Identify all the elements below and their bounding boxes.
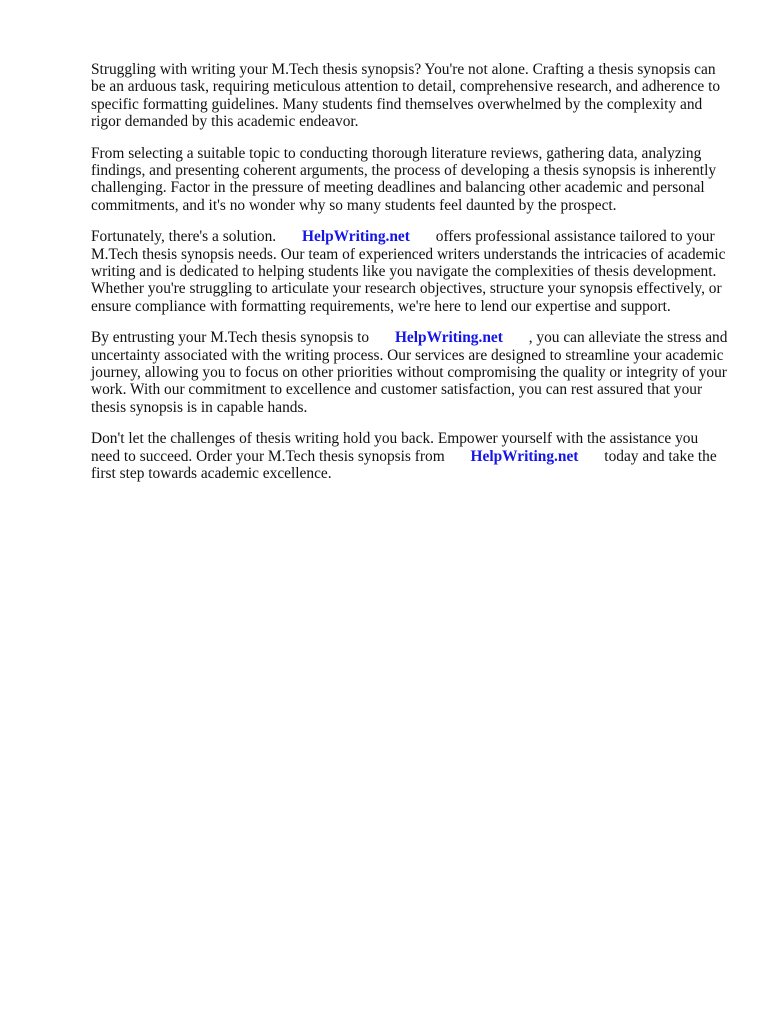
paragraph-call-to-action-text-before: Don't let the challenges of thesis writing hold you back. Empower yourself with the assistance you need to succeed. Order your M.Tech thesis synopsis from — [91, 430, 699, 465]
paragraph-challenges — [91, 145, 731, 214]
paragraph-intro-text: Struggling with writing your M.Tech thesis synopsis? You're not alone. Crafting a thesis synopsis can be an arduous task, requiring meticulous attention to detail, comprehensive research, and adherence to specific formatting guidelines. Many students find themselves overwhelmed by the complexity and rigor demanded by this academic endeavor. — [91, 61, 721, 130]
paragraph-challenges-text: From selecting a suitable topic to conducting thorough literature reviews, gathering data, analyzing findings, and presenting coherent arguments, the process of developing a thesis synopsis is inherently challenging. Factor in the pressure of meeting deadlines and balancing other academic and personal commitments, and it's no wonder why so many students feel daunted by the prospect. — [91, 144, 717, 214]
paragraph-solution-text-before: Fortunately, there's a solution. — [91, 228, 277, 246]
paragraph-entrusting-text-before: By entrusting your M.Tech thesis synopsis to — [91, 329, 370, 347]
helpwriting-link[interactable]: HelpWriting.net — [470, 447, 579, 465]
helpwriting-link[interactable]: HelpWriting.net — [302, 228, 410, 246]
document-body — [91, 61, 731, 497]
paragraph-solution-text-after: offers professional assistance tailored to your M.Tech thesis synopsis needs. Our team of experienced writers understands the intricacies of academic writing and is dedicated to helping students like you navigate the complexities of thesis development. Whether you're struggling to articulate your research objectives, structure your synopsis effectively, or ensure compliance with formatting requirements, we're here to lend our expertise and support. — [91, 228, 726, 315]
paragraph-call-to-action-text-after: today and take the first step towards academic excellence. — [91, 447, 717, 482]
paragraph-entrusting-text-after: , you can alleviate the stress and uncertainty associated with the writing process. Our services are designed to streamline your academic journey, allowing you to focus on other priorities without compromising the quality or integrity of your work. With our commitment to excellence and customer satisfaction, you can rest assured that your thesis synopsis is in capable hands. — [91, 329, 728, 416]
helpwriting-link[interactable]: HelpWriting.net — [394, 329, 503, 347]
paragraph-intro — [91, 61, 731, 130]
paragraph-solution — [91, 228, 731, 314]
paragraph-call-to-action — [91, 430, 731, 482]
paragraph-entrusting — [91, 329, 731, 415]
